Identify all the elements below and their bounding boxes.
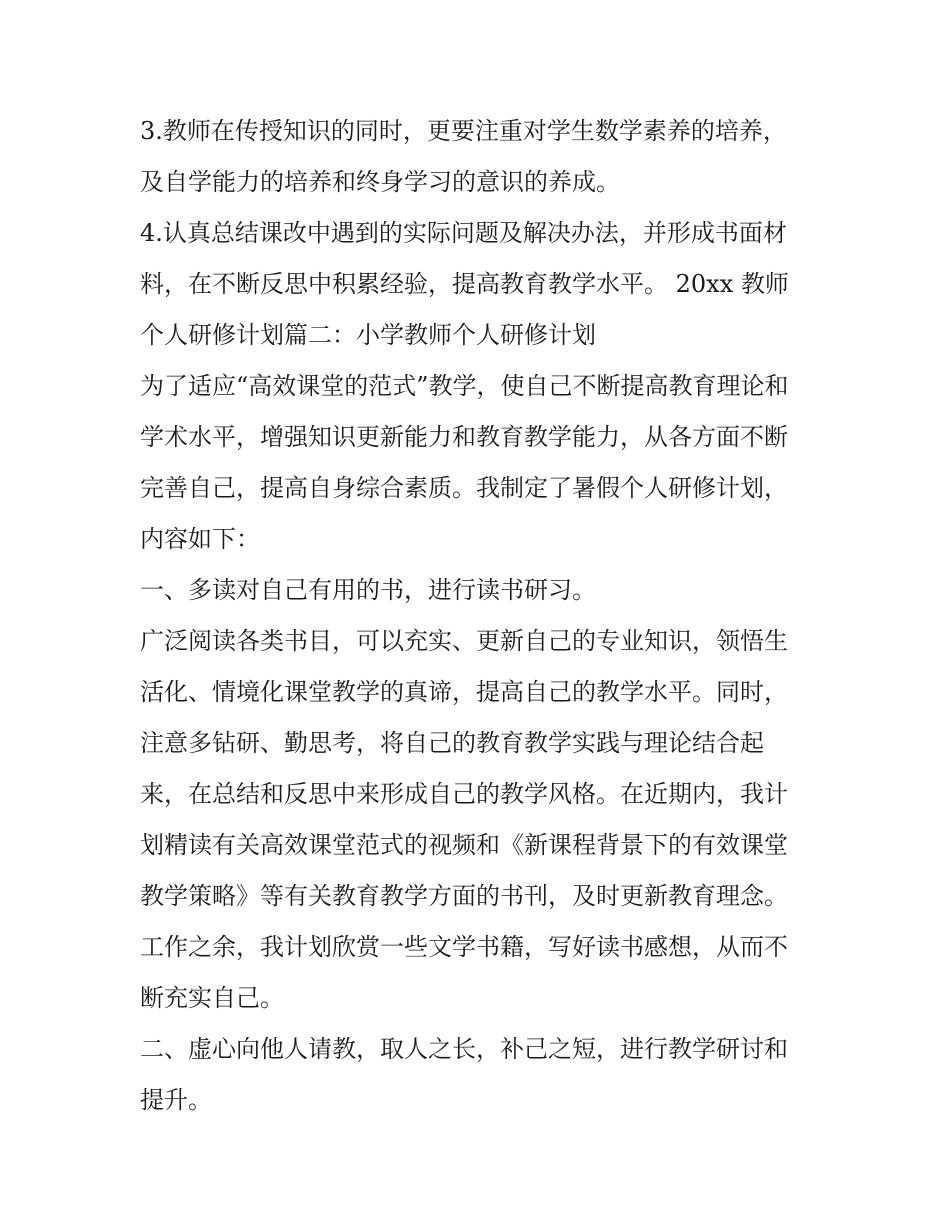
text-line: 广泛阅读各类书目，可以充实、更新自己的专业知识，领悟生: [140, 627, 788, 655]
text-line: 工作之余，我计划欣赏一些文学书籍，写好读书感想，从而不: [140, 933, 788, 961]
text-line: 内容如下：: [140, 525, 260, 553]
document-body: [140, 106, 820, 1126]
text-line: 完善自己，提高自身综合素质。我制定了暑假个人研修计划，: [140, 474, 788, 502]
text-line: 学术水平，增强知识更新能力和教育教学能力，从各方面不断: [140, 423, 788, 451]
text-line: 3.教师在传授知识的同时，更要注重对学生数学素养的培养，: [140, 117, 787, 145]
text-line: 提升。: [140, 1086, 212, 1114]
text-line: 4.认真总结课改中遇到的实际问题及解决办法，并形成书面材: [140, 219, 787, 247]
text-line: 划精读有关高效课堂范式的视频和《新课程背景下的有效课堂: [140, 831, 788, 859]
text-line: 及自学能力的培养和终身学习的意识的养成。: [140, 168, 620, 196]
text-line: 活化、情境化课堂教学的真谛，提高自己的教学水平。同时，: [140, 678, 788, 706]
text-line: 料，在不断反思中积累经验，提高教育教学水平。 20xx 教师: [140, 270, 789, 298]
text-line: 注意多钻研、勤思考，将自己的教育教学实践与理论结合起: [140, 729, 764, 757]
text-line: 教学策略》等有关教育教学方面的书刊，及时更新教育理念。: [140, 882, 788, 910]
text-line: 断充实自己。: [140, 984, 284, 1012]
text-line: 来，在总结和反思中来形成自己的教学风格。在近期内，我计: [140, 780, 788, 808]
text-line: 二、虚心向他人请教，取人之长，补己之短，进行教学研讨和: [140, 1035, 788, 1063]
text-line: 为了适应“高效课堂的范式”教学，使自己不断提高教育理论和: [140, 372, 789, 400]
text-line: 个人研修计划篇二：小学教师个人研修计划: [140, 321, 596, 349]
text-line: 一、多读对自己有用的书，进行读书研习。: [140, 576, 596, 604]
